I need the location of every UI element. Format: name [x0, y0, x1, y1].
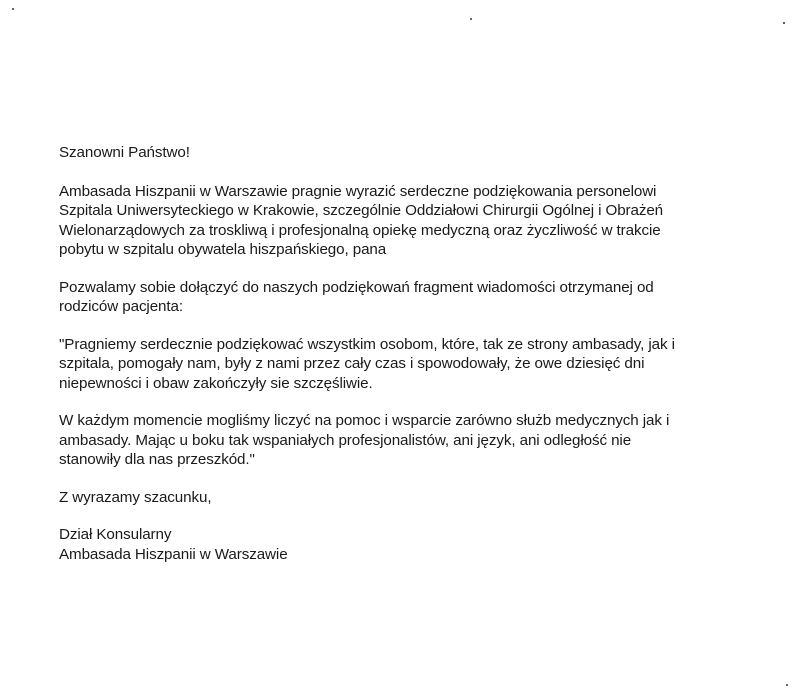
signature-department: Dział Konsularny	[59, 526, 172, 543]
paragraph-line: Pozwalamy sobie dołączyć do naszych podziękowań fragment wiadomości otrzymanej od	[59, 278, 654, 296]
paragraph-line: rodziców pacjenta:	[59, 298, 183, 315]
quote-paragraph-1	[59, 335, 749, 394]
closing: Z wyrazamy szacunku,	[59, 488, 212, 506]
paragraph-line: pobytu w szpitalu obywatela hiszpańskiego, pana	[59, 241, 387, 258]
paragraph-attachment	[59, 278, 749, 317]
signature-block	[59, 525, 749, 564]
scan-speck	[783, 22, 785, 24]
scan-speck	[786, 684, 788, 686]
scan-speck	[12, 8, 14, 10]
paragraph-line: W każdym momencie mogliśmy liczyć na pomoc i wsparcie zarówno służb medycznych jak i	[59, 412, 670, 429]
paragraph-line: "Pragniemy serdecznie podziękować wszystkim osobom, które, tak ze strony ambasady, jak i	[59, 335, 675, 353]
paragraph-line: stanowiły dla nas przeszkód."	[59, 451, 255, 468]
paragraph-line: niepewności i obaw zakończyły sie szczęśliwie.	[59, 374, 373, 392]
paragraph-line: Wielonarządowych za troskliwą i profesjonalną opiekę medyczną oraz życzliwość w trakcie	[59, 221, 661, 239]
paragraph-line: ambasady. Mając u boku tak wspaniałych profesjonalistów, ani język, ani odległość nie	[59, 431, 632, 449]
signature-embassy: Ambasada Hiszpanii w Warszawie	[59, 545, 288, 563]
letter-body	[59, 143, 749, 564]
paragraph-thanks	[59, 182, 749, 260]
quote-paragraph-2	[59, 411, 749, 470]
scan-speck	[470, 18, 472, 20]
paragraph-line: Ambasada Hiszpanii w Warszawie pragnie wyrazić serdeczne podziękowania personelowi	[59, 182, 657, 200]
paragraph-line: szpitala, pomogały nam, były z nami przez cały czas i spowodowały, że owe dziesięć dni	[59, 355, 645, 372]
salutation: Szanowni Państwo!	[59, 144, 190, 161]
paragraph-line: Szpitala Uniwersyteckiego w Krakowie, szczególnie Oddziałowi Chirurgii Ogólnej i Obrażeń	[59, 202, 664, 219]
